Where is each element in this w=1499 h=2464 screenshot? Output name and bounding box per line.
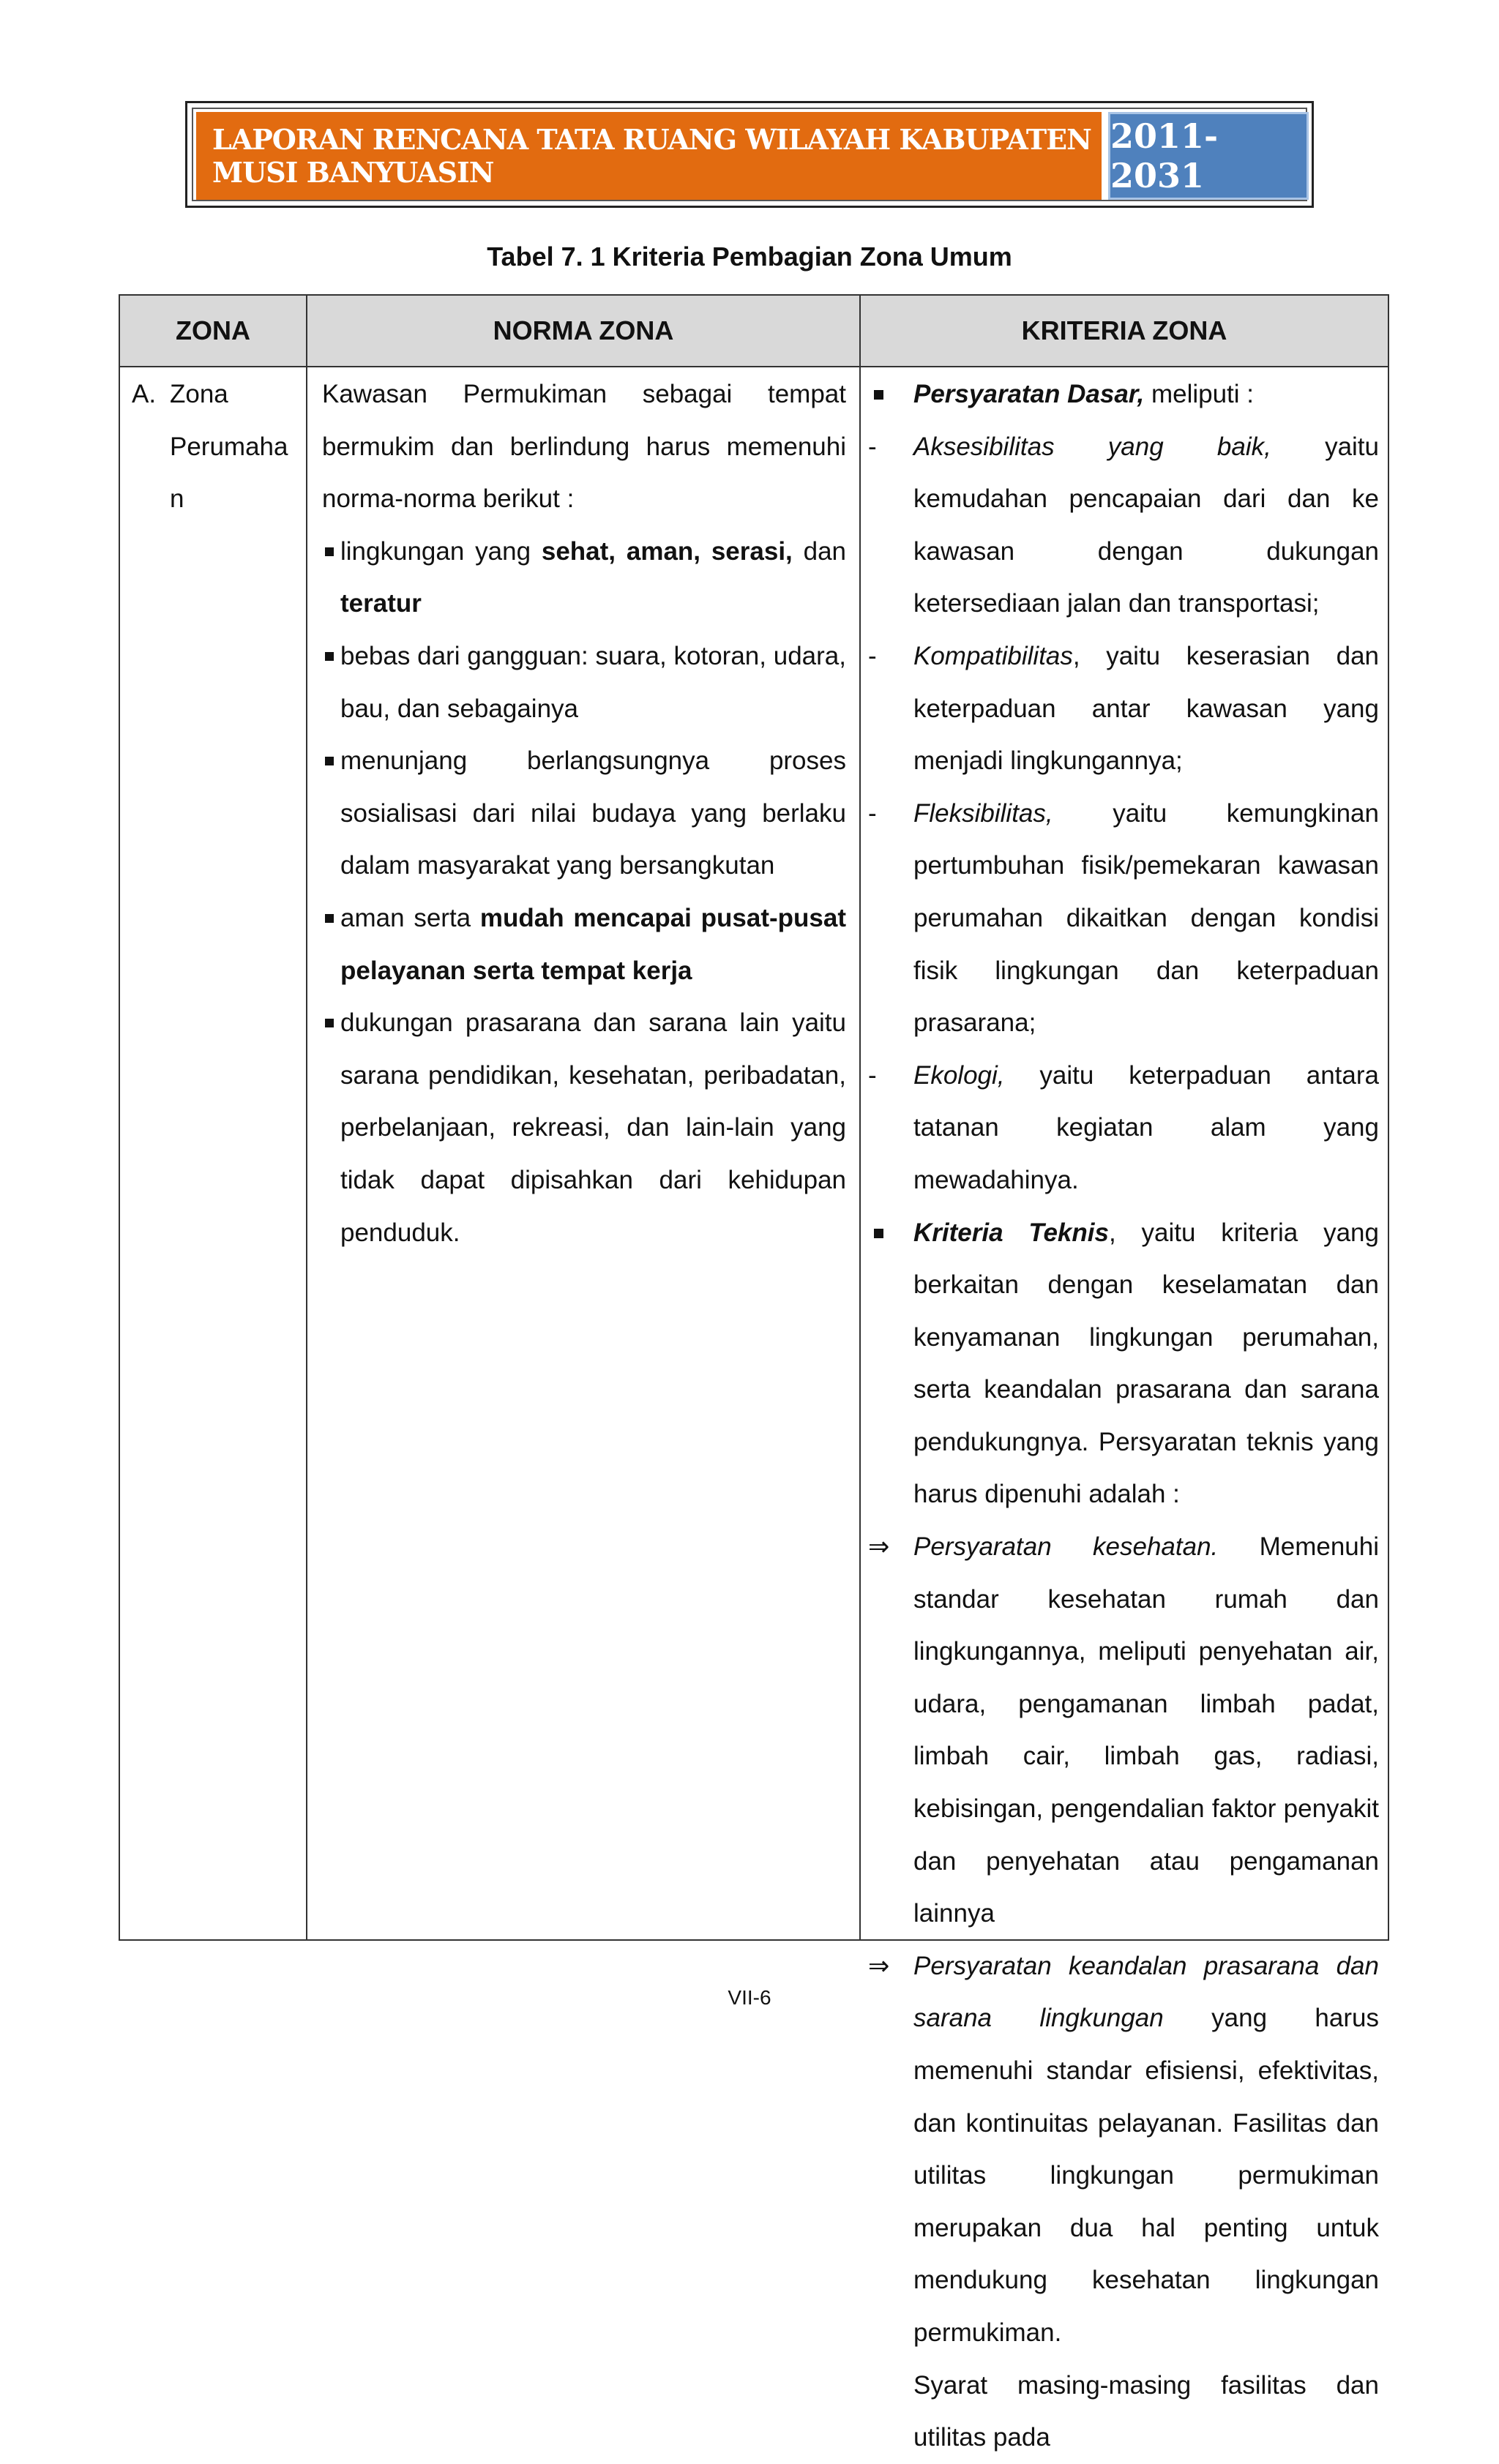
column-divider xyxy=(306,296,307,1939)
report-years: 2011-2031 xyxy=(1108,112,1309,200)
kriteria-fleksibilitas xyxy=(868,787,1379,1049)
list-item xyxy=(322,525,846,630)
kriteria-text: Memenuhi standar kesehatan rumah dan lingkungannya, meliputi penyehatan air, udara, pengamanan limbah padat, limbah cair, limbah gas, radiasi, kebisingan, pengendalian faktor penyakit dan penyehatan atau pengamanan lainnya xyxy=(913,1532,1379,1928)
kriteria-text: meliputi : xyxy=(1144,380,1255,408)
norma-bold: mudah mencapai pusat-pusat pelayanan serta tempat kerja xyxy=(340,903,847,985)
dash-marker: - xyxy=(868,798,877,828)
dash-marker: - xyxy=(868,432,877,461)
kriteria-text: yaitu kemudahan pencapaian dari dan ke kawasan dengan dukungan ketersediaan jalan dan transportasi; xyxy=(913,432,1379,618)
header-zona: ZONA xyxy=(176,315,250,345)
table-caption: Tabel 7. 1 Kriteria Pembagian Zona Umum xyxy=(487,241,1012,272)
kriteria-dasar xyxy=(868,368,1379,421)
header-kriteria-zona: KRITERIA ZONA xyxy=(1021,315,1227,345)
zona-entry xyxy=(132,368,300,525)
kriteria-kompatibilitas xyxy=(868,630,1379,787)
list-item xyxy=(322,892,846,997)
kriteria-text: , yaitu kriteria yang berkaitan dengan keselamatan dan kenyamanan lingkungan perumahan, serta keandalan prasarana dan sarana pendukungnya. Persyaratan teknis yang harus dipenuhi adalah : xyxy=(913,1218,1379,1509)
kriteria-title: Kompatibilitas xyxy=(913,641,1073,670)
dash-marker: - xyxy=(868,1060,877,1090)
kriteria-continuation: Syarat masing-masing fasilitas dan utilitas pada xyxy=(913,2370,1379,2452)
zona-line: Perumaha xyxy=(170,432,288,461)
norma-list xyxy=(322,525,846,1259)
list-item: menunjang berlangsungnya proses sosialisasi dari nilai budaya yang berlaku dalam masyarakat yang bersangkutan xyxy=(322,735,846,892)
arrow-right-icon: ⇒ xyxy=(868,1951,890,1980)
norma-text: aman serta xyxy=(340,903,480,932)
kriteria-title: Persyaratan Dasar, xyxy=(913,380,1145,408)
kriteria-teknis xyxy=(868,1207,1379,1521)
kriteria-title: Aksesibilitas yang baik, xyxy=(913,432,1271,461)
list-item: dukungan prasarana dan sarana lain yaitu sarana pendidikan, kesehatan, peribadatan, perbelanjaan, rekreasi, dan lain-lain yang tidak dapat dipisahkan dari kehidupan penduduk. xyxy=(322,997,846,1259)
kriteria-text: , yaitu keserasian dan keterpaduan antar kawasan yang menjadi lingkungannya; xyxy=(913,641,1379,776)
kriteria-title: Persyaratan keandalan prasarana dan sarana lingkungan xyxy=(913,1951,1379,2033)
kriteria-title: Ekologi, xyxy=(913,1060,1005,1090)
kriteria-kesehatan xyxy=(868,1521,1379,1940)
dash-marker: - xyxy=(868,641,877,670)
zona-line: n xyxy=(170,484,184,514)
norma-bold: sehat, aman, serasi, xyxy=(541,536,793,566)
zona-line: Zona xyxy=(170,380,228,408)
header-norma-zona: NORMA ZONA xyxy=(493,315,674,345)
norma-cell xyxy=(322,366,846,1939)
kriteria-text: yaitu kemungkinan pertumbuhan fisik/pemekaran kawasan perumahan dikaitkan dengan kondisi fisik lingkungan dan keterpaduan prasarana; xyxy=(913,798,1379,1038)
table-header xyxy=(120,296,1388,367)
norma-bold: teratur xyxy=(340,589,422,618)
zona-cell xyxy=(132,366,300,1939)
kriteria-text: yang harus memenuhi standar efisiensi, efektivitas, dan kontinuitas pelayanan. Fasilitas dan utilitas lingkungan permukiman merupakan dua hal penting untuk mendukung kesehatan lingkungan permukiman. xyxy=(913,2004,1379,2347)
report-title: LAPORAN RENCANA TATA RUANG WILAYAH KABUPATEN MUSI BANYUASIN xyxy=(196,112,1102,200)
norma-text: dan xyxy=(792,536,847,566)
banner-frame xyxy=(192,108,1307,201)
norma-text: lingkungan yang xyxy=(340,536,542,566)
norma-intro: Kawasan Permukiman sebagai tempat bermukim dan berlindung harus memenuhi norma-norma berikut : xyxy=(322,380,846,514)
kriteria-ekologi xyxy=(868,1049,1379,1207)
kriteria-title: Kriteria Teknis xyxy=(913,1218,1109,1247)
arrow-right-icon: ⇒ xyxy=(868,1532,890,1562)
kriteria-text: yaitu keterpaduan antara tatanan kegiatan alam yang mewadahinya. xyxy=(913,1060,1379,1194)
list-item: bebas dari gangguan: suara, kotoran, udara, bau, dan sebagainya xyxy=(322,630,846,735)
report-banner xyxy=(185,101,1314,208)
column-divider xyxy=(859,296,861,1939)
kriteria-title: Persyaratan kesehatan. xyxy=(913,1532,1219,1562)
zona-marker: A. xyxy=(132,380,157,408)
kriteria-cell xyxy=(868,366,1379,2452)
kriteria-aksesibilitas xyxy=(868,421,1379,630)
page-number: VII-6 xyxy=(728,1986,771,2009)
kriteria-title: Fleksibilitas, xyxy=(913,798,1053,828)
